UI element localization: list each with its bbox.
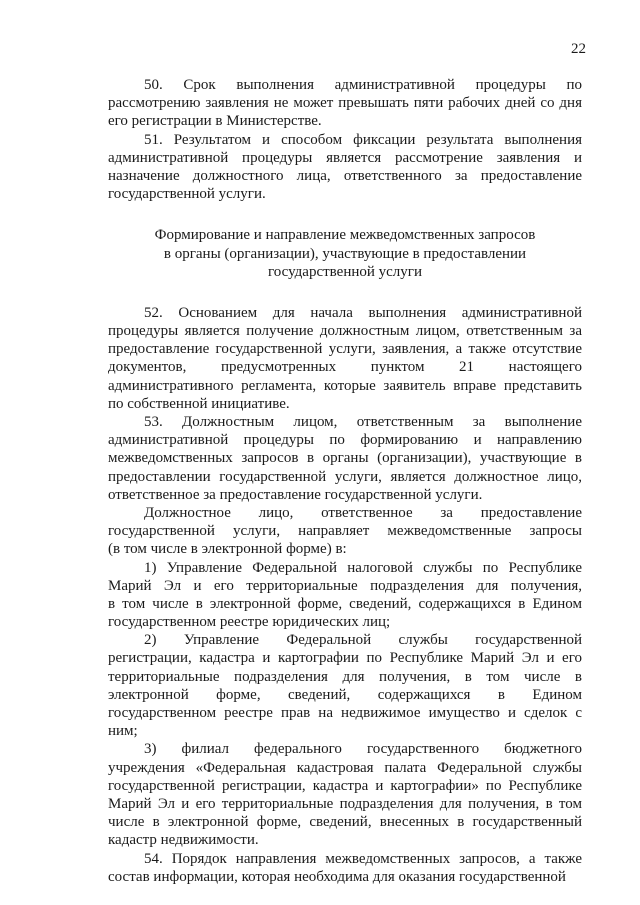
text-line: 3) филиал федерального государственного бюджетного bbox=[144, 741, 582, 758]
text-line: административной процедуры является рассмотрение заявления и bbox=[108, 149, 582, 166]
text-line: Должностное лицо, ответственное за предоставление bbox=[144, 504, 582, 521]
paragraph-p54 bbox=[108, 850, 582, 886]
text-line: регистрации, кадастра и картографии по Республике Марий Эл и его bbox=[108, 650, 582, 667]
text-line: (в том числе в электронной форме) в: bbox=[108, 541, 347, 558]
heading-line: в органы (организации), участвующие в предоставлении bbox=[163, 245, 527, 262]
text-line: межведомственных запросов в органы (организации), участвующие в bbox=[108, 450, 582, 467]
document-body bbox=[108, 76, 582, 886]
text-line: ответственное за предоставление государственной услуги. bbox=[108, 486, 483, 503]
paragraph-item3 bbox=[108, 740, 582, 849]
text-line: 51. Результатом и способом фиксации результата выполнения bbox=[144, 131, 582, 148]
paragraph-item1 bbox=[108, 559, 582, 632]
paragraph-p51 bbox=[108, 131, 582, 204]
heading-line: государственной услуги bbox=[268, 263, 422, 280]
text-line: учреждения «Федеральная кадастровая палата Федеральной службы bbox=[108, 759, 582, 776]
text-line: 1) Управление Федеральной налоговой службы по Республике bbox=[144, 559, 582, 576]
page-number: 22 bbox=[571, 41, 586, 57]
text-line: государственном реестре юридических лиц; bbox=[108, 614, 391, 631]
text-line: ним; bbox=[108, 723, 138, 740]
text-line: 52. Основанием для начала выполнения административной bbox=[144, 304, 582, 321]
text-line: состав информации, которая необходима для оказания государственной bbox=[108, 868, 566, 885]
heading-line: Формирование и направление межведомственных запросов bbox=[154, 227, 536, 244]
paragraph-item2 bbox=[108, 631, 582, 740]
text-line: процедуры является получение должностным лицом, ответственным за bbox=[108, 323, 582, 340]
text-line: государственной регистрации, кадастра и картографии» по Республике bbox=[108, 777, 582, 794]
text-line: рассмотрению заявления не может превышать пяти рабочих дней со дня bbox=[108, 95, 582, 112]
text-line: его регистрации в Министерстве. bbox=[108, 113, 322, 130]
text-line: числе в электронной форме, сведений, внесенных в государственный bbox=[108, 814, 582, 831]
text-line: территориальные подразделения для получения, в том числе в bbox=[108, 668, 582, 685]
text-line: Марий Эл и его территориальные подразделения для получения, в том bbox=[108, 795, 582, 812]
text-line: в том числе в электронной форме, сведений, содержащихся в Едином bbox=[108, 595, 582, 612]
text-line: электронной форме, сведений, содержащихся в Едином bbox=[108, 686, 582, 703]
text-line: документов, предусмотренных пунктом 21 настоящего bbox=[108, 359, 582, 376]
text-line: кадастр недвижимости. bbox=[108, 832, 259, 849]
text-line: 53. Должностным лицом, ответственным за выполнение bbox=[144, 414, 582, 430]
text-line: по собственной инициативе. bbox=[108, 395, 290, 412]
paragraph-p53b bbox=[108, 504, 582, 559]
text-line: административного регламента, которые заявитель вправе представить bbox=[108, 377, 582, 394]
text-line: назначение должностного лица, ответственного за предоставление bbox=[108, 167, 582, 184]
paragraph-p50 bbox=[108, 76, 582, 131]
text-line: Марий Эл и его территориальные подразделения для получения, bbox=[108, 577, 582, 594]
text-line: государственной услуги. bbox=[108, 186, 266, 203]
paragraph-p53 bbox=[108, 413, 582, 504]
text-line: предоставление государственной услуги, заявления, а также отсутствие bbox=[108, 341, 582, 358]
text-line: административной процедуры по формированию и направлению bbox=[108, 432, 582, 449]
text-line: предоставлении государственной услуги, является должностное лицо, bbox=[108, 468, 582, 485]
text-line: 50. Срок выполнения административной процедуры по bbox=[144, 77, 582, 93]
text-line: 2) Управление Федеральной службы государственной bbox=[144, 632, 582, 649]
paragraph-p52 bbox=[108, 304, 582, 413]
text-line: государственной услуги, направляет межведомственные запросы bbox=[108, 523, 582, 540]
text-line: государственном реестре прав на недвижимое имущество и сделок с bbox=[108, 705, 582, 721]
text-line: 54. Порядок направления межведомственных запросов, а также bbox=[144, 850, 582, 867]
section-heading bbox=[108, 226, 582, 281]
